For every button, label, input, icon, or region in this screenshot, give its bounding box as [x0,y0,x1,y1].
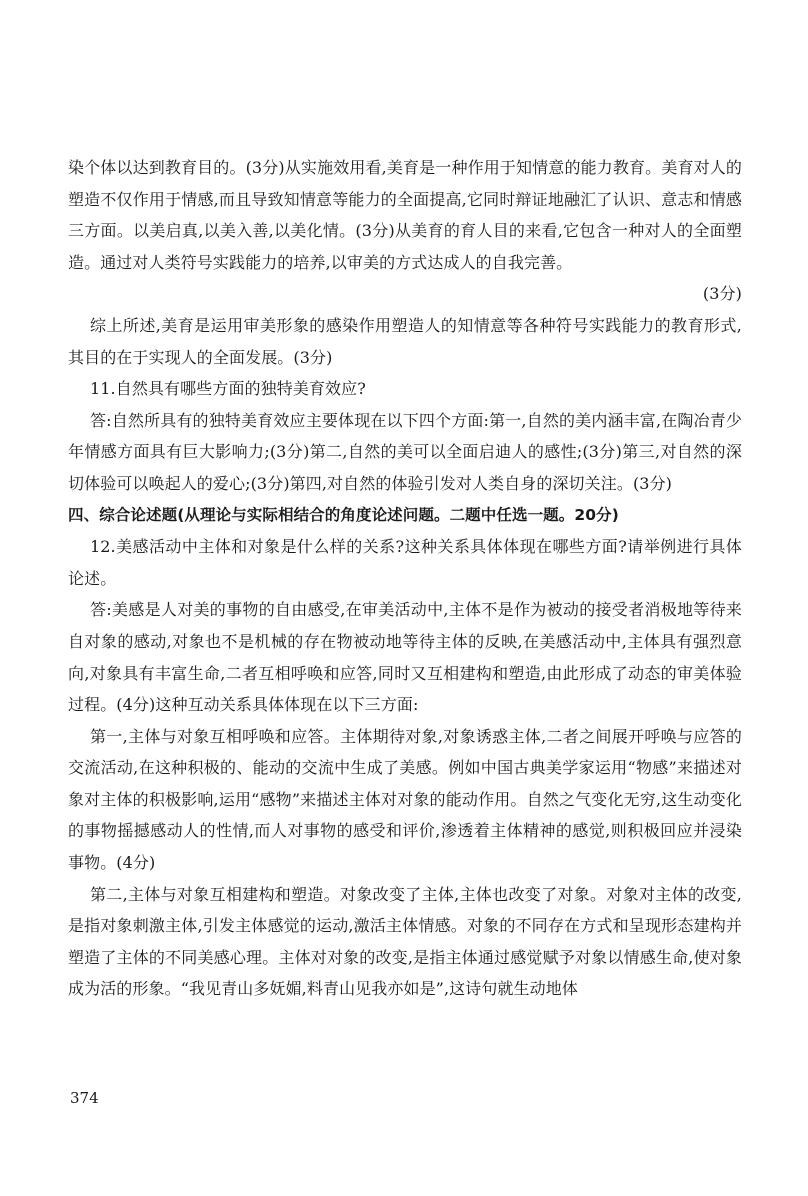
answer-12-point-2: 第二,主体与对象互相建构和塑造。对象改变了主体,主体也改变了对象。对象对主体的改变,是指对象刺激主体,引发主体感觉的运动,激活主体情感。对象的不同存在方式和呈现形态建构并塑造了主体的不同美感心理。主体对对象的改变,是指主体通过感觉赋予对象以情感生命,使对象成为活的形象。“我见青山多妩媚,料青山见我亦如是”,这诗句就生动地体 [68,884,742,999]
question-11: 11.自然具有哪些方面的独特美育效应? [90,379,366,399]
paragraph-aesthetic-education-effect: 染个体以达到教育目的。(3分)从实施效用看,美育是一种作用于知情意的能力教育。美育对人的塑造不仅作用于情感,而且导致知情意等能力的全面提高,它同时辩证地融汇了认识、意志和情感三方面。以美启真,以美入善,以美化情。(3分)从美育的育人目的来看,它包含一种对人的全面塑造。通过对人类符号实践能力的培养,以审美的方式达成人的自我完善。 [68,158,742,272]
document-body [68,152,742,1005]
section-heading-4: 四、综合论述题(从理论与实际相结合的角度论述问题。二题中任选一题。20分) [68,505,619,524]
page-number: 374 [70,1089,99,1107]
score-note: (3分) [702,284,742,304]
paragraph-summary: 综上所述,美育是运用审美形象的感染作用塑造人的知情意等各种符号实践能力的教育形式,其目的在于实现人的全面发展。(3分) [68,315,742,367]
answer-12-point-1: 第一,主体与对象互相呼唤和应答。主体期待对象,对象诱惑主体,二者之间展开呼唤与应答的交流活动,在这种积极的、能动的交流中生成了美感。例如中国古典美学家运用“物感”来描述对象对主体的积极影响,运用“感物”来描述主体对对象的能动作用。自然之气变化无穷,这生动变化的事物摇撼感动人的性情,而人对事物的感受和评价,渗透着主体精神的感觉,则积极回应并浸染事物。(4分) [68,726,742,873]
question-12: 12.美感活动中主体和对象是什么样的关系?这种关系具体体现在哪些方面?请举例进行具体论述。 [68,537,742,588]
answer-11: 答:自然所具有的独特美育效应主要体现在以下四个方面:第一,自然的美内涵丰富,在陶冶青少年情感方面具有巨大影响力;(3分)第二,自然的美可以全面启迪人的感性;(3分)第三,对自然的深切体验可以唤起人的爱心;(3分)第四,对自然的体验引发对人类自身的深切关注。(3分) [68,410,742,493]
answer-12: 答:美感是人对美的事物的自由感受,在审美活动中,主体不是作为被动的接受者消极地等待来自对象的感动,对象也不是机械的存在物被动地等待主体的反映,在美感活动中,主体具有强烈意向,对象具有丰富生命,二者互相呼唤和应答,同时又互相建构和塑造,由此形成了动态的审美体验过程。(4分)这种互动关系具体体现在以下三方面: [68,600,742,715]
